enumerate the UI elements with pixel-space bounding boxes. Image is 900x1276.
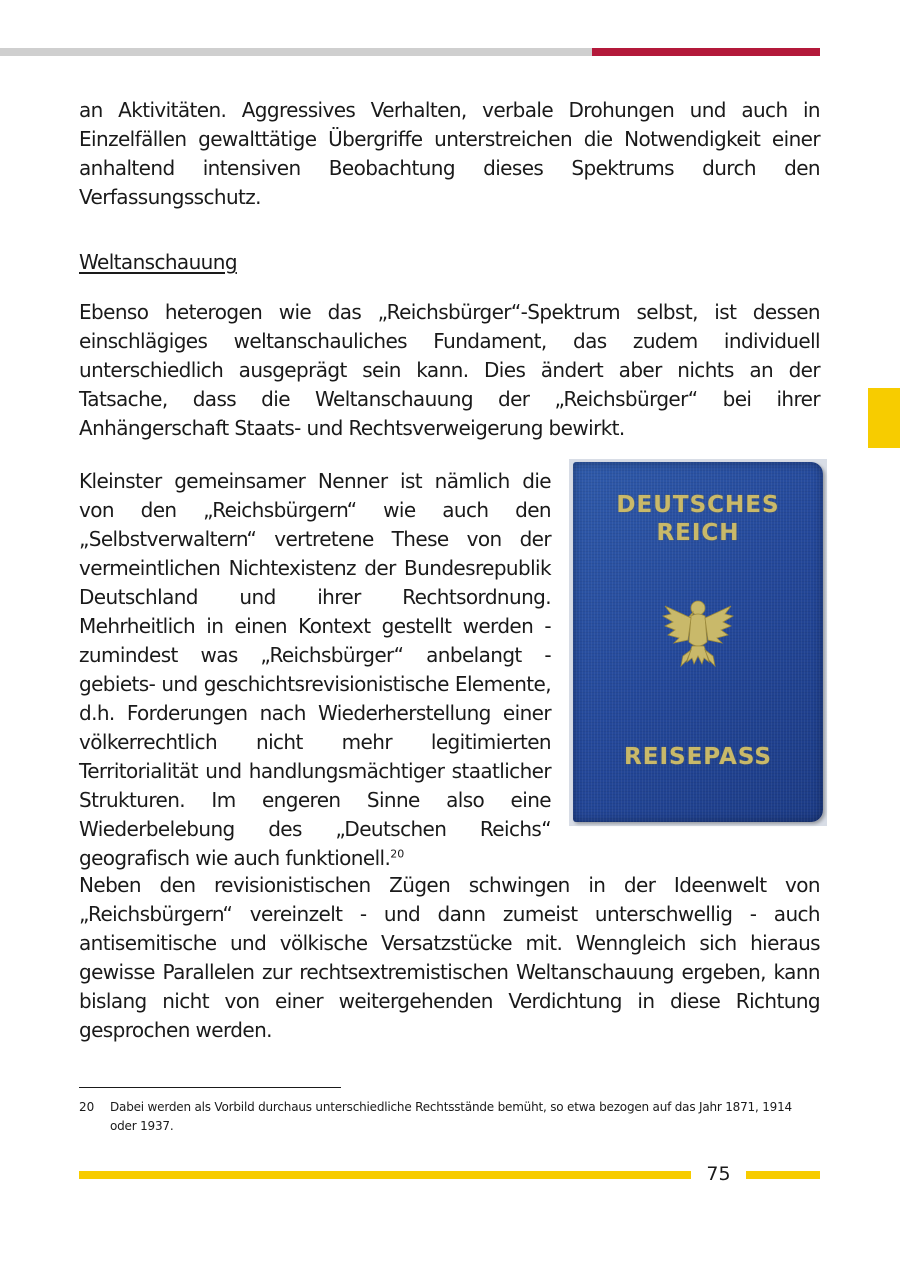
section-heading: Weltanschauung [79, 250, 237, 274]
passport-cover [573, 462, 823, 822]
footer-bar-right [746, 1171, 820, 1179]
paragraph-intro: an Aktivitäten. Aggressives Verhalten, verbale Drohungen und auch in Einzelfällen gewalttätige Übergriffe unterstreichen die Notwendigkeit einer anhaltend intensiven Beobachtung dieses Spektrums durch den Verfassungsschutz. [79, 98, 820, 209]
paragraph-revisionism: Neben den revisionistischen Zügen schwingen in der Ideenwelt von „Reichsbürgern“ vereinzelt - und dann zumeist unterschwellig - auch antisemitische und völkische Versatzstücke mit. Wenngleich sich hieraus gewisse Parallelen zur rechtsextremistischen Weltanschauung ergeben, kann bislang nicht von einer weitergehenden Verdichtung in diese Richtung gesprochen werden. [79, 873, 820, 1042]
chapter-side-tab [868, 388, 900, 448]
paragraph-weltanschauung: Ebenso heterogen wie das „Reichsbürger“-Spektrum selbst, ist dessen einschlägiges weltanschauliches Fundament, das zudem individuell unterschiedlich ausgeprägt sein kann. Dies ändert aber nichts an der Tatsache, dass die Weltanschauung der „Reichsbürger“ bei ihrer Anhängerschaft Staats- und Rechtsverweigerung bewirkt. [79, 300, 820, 440]
footnote-reference[interactable]: 20 [390, 847, 405, 861]
footnote-separator [79, 1087, 341, 1088]
header-bar-gray [0, 48, 592, 56]
footnote-text: Dabei werden als Vorbild durchaus unterschiedliche Rechtsstände bemüht, so etwa bezogen auf das Jahr 1871, 1914 oder 1937. [110, 1100, 792, 1133]
passport-title-line3: REISEPASS [624, 744, 772, 770]
paragraph-common-denominator-text: Kleinster gemeinsamer Nenner ist nämlich die von den „Reichsbürgern“ wie auch den „Selbstverwaltern“ vertretene These von der vermeintlichen Nichtexistenz der Bundesrepublik Deutschland und ihrer Rechtsordnung. Mehrheitlich in einen Kontext gestellt werden - zumindest was „Reichsbürger“ anbelangt - gebiets- und geschichtsrevisionistische Elemente, d.h. Forderungen nach Wiederherstellung einer völkerrechtlich nicht mehr legitimierten Territorialität und handlungsmächtiger staatlicher Strukturen. Im engeren Sinne also eine Wiederbelebung des „Deutschen Reichs“ geografisch wie auch funktionell. [79, 469, 551, 870]
header-bar-red [592, 48, 820, 56]
eagle-emblem-icon [661, 596, 735, 676]
passport-title-line2: REICH [656, 520, 740, 546]
page-number: 75 [706, 1163, 731, 1185]
passport-title-line1: DEUTSCHES [616, 492, 780, 518]
paragraph-common-denominator [79, 467, 551, 873]
footnote-number: 20 [79, 1100, 95, 1114]
footer-bar-left [79, 1171, 691, 1179]
passport-image [569, 459, 827, 826]
